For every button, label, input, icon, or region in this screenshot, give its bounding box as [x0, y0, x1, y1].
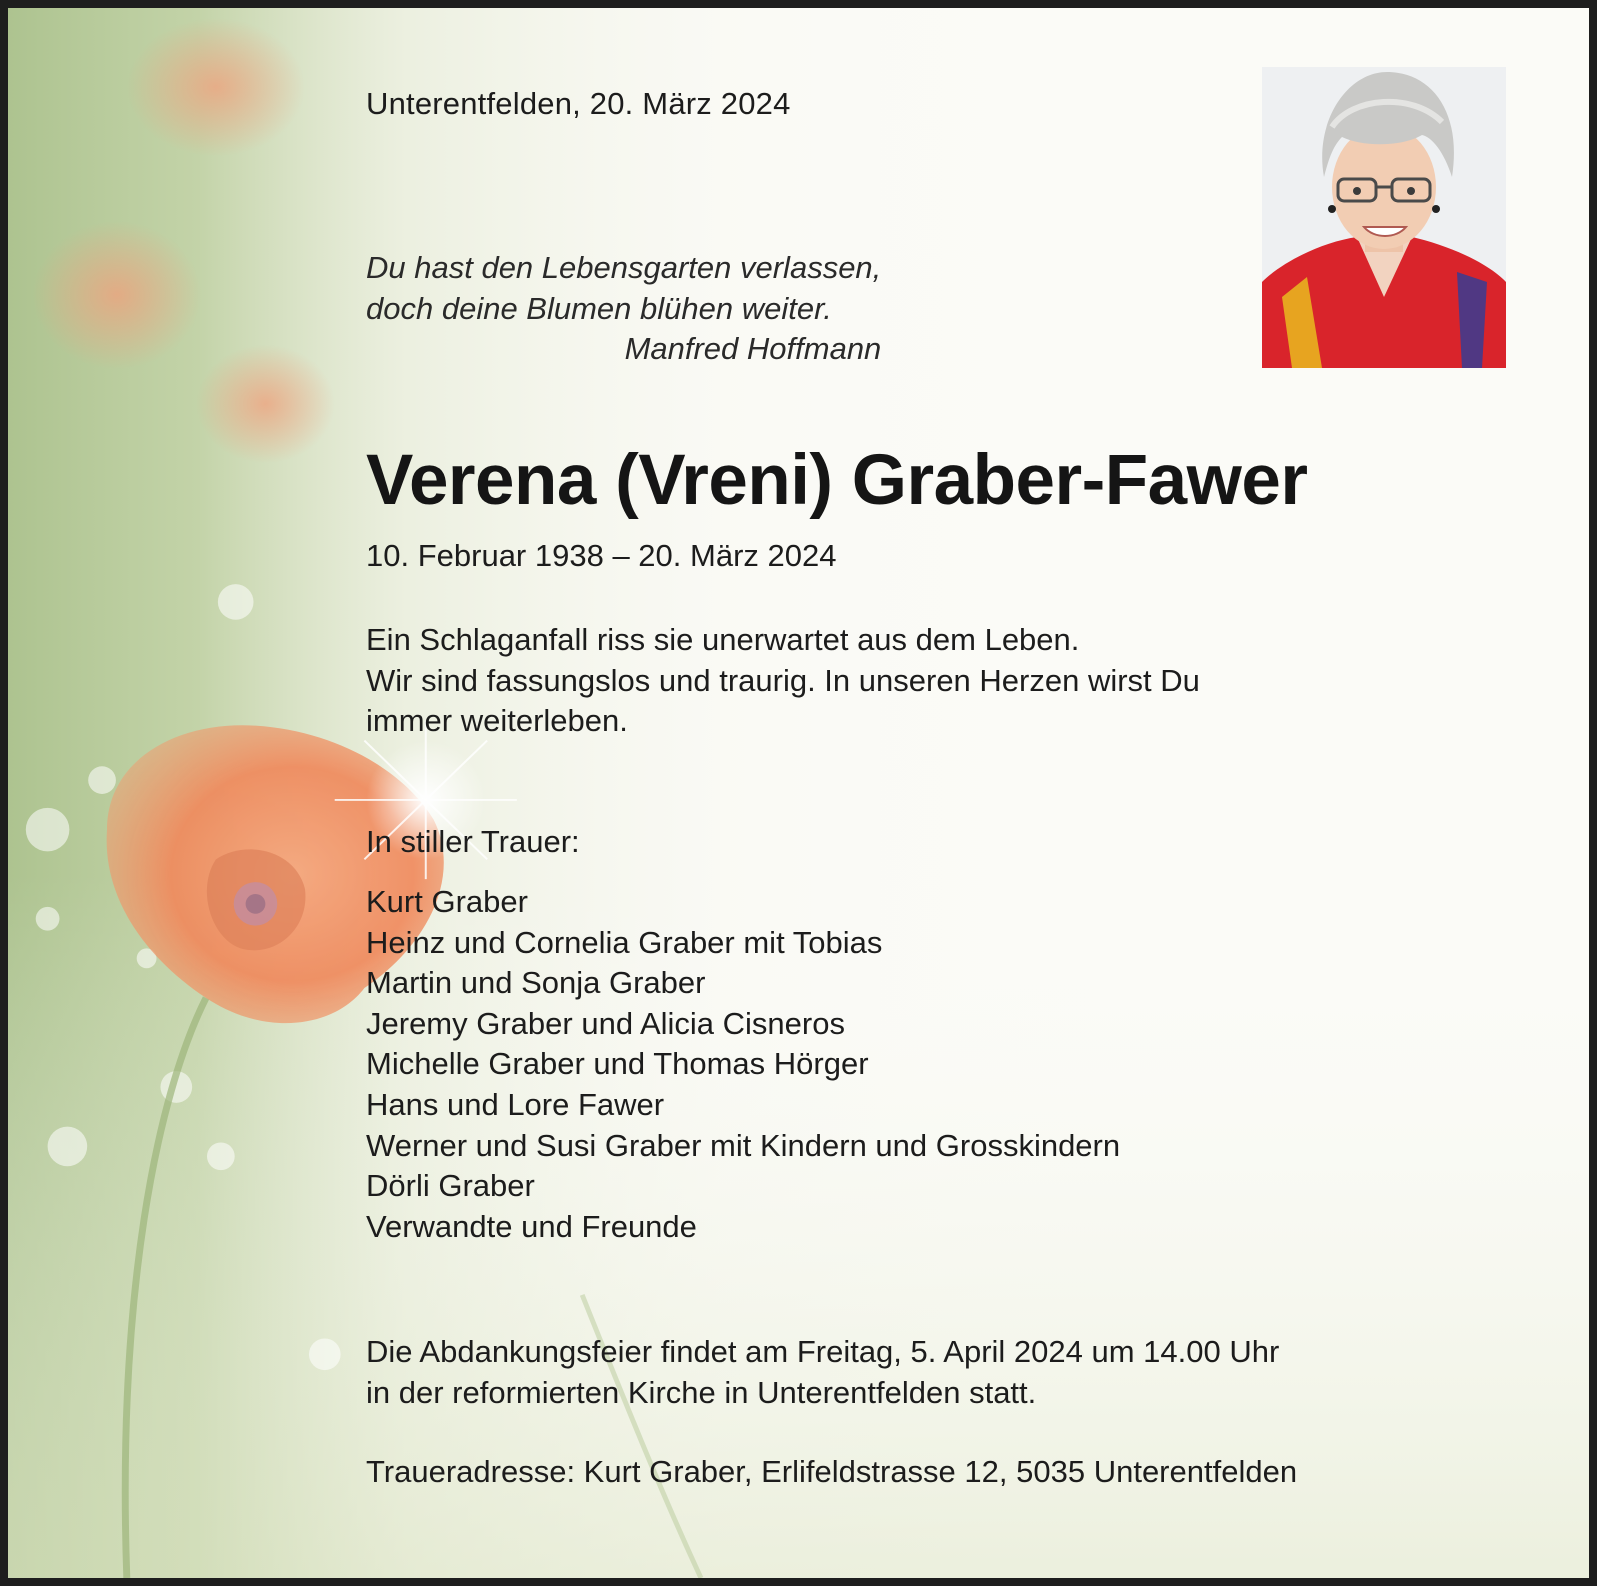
portrait-photo	[1262, 67, 1506, 368]
message	[366, 620, 1200, 742]
quote-author: Manfred Hoffmann	[624, 331, 882, 366]
family-member: Werner und Susi Graber mit Kindern und Grosskindern	[366, 1127, 1121, 1163]
message-line-3: immer weiterleben.	[366, 703, 628, 738]
family-member: Dörli Graber	[366, 1168, 535, 1204]
quote-line-2: doch deine Blumen blühen weiter.	[366, 290, 832, 326]
family-member: Kurt Graber	[366, 884, 528, 919]
family-list	[366, 882, 1120, 1247]
mourning-heading: In stiller Trauer:	[366, 824, 580, 859]
ceremony-info	[366, 1331, 1279, 1413]
family-member: Michelle Graber und Thomas Hörger	[366, 1046, 869, 1082]
ceremony-line-2: in der reformierten Kirche in Unterentfelden statt.	[366, 1375, 1037, 1410]
family-member: Martin und Sonja Graber	[366, 965, 706, 1001]
family-member: Heinz und Cornelia Graber mit Tobias	[366, 924, 883, 960]
mourning-address: Traueradresse: Kurt Graber, Erlifeldstrasse 12, 5035 Unterentfelden	[366, 1454, 1298, 1489]
message-line-1: Ein Schlaganfall riss sie unerwartet aus dem Leben.	[366, 622, 1080, 657]
place-date: Unterentfelden, 20. März 2024	[366, 86, 791, 121]
quote-line-1: Du hast den Lebensgarten verlassen,	[366, 250, 882, 285]
family-member: Verwandte und Freunde	[366, 1208, 697, 1244]
message-line-2: Wir sind fassungslos und traurig. In unseren Herzen wirst Du	[366, 662, 1200, 698]
deceased-name: Verena (Vreni) Graber-Fawer	[366, 441, 1308, 520]
family-member: Hans und Lore Fawer	[366, 1086, 665, 1122]
ceremony-line-1: Die Abdankungsfeier findet am Freitag, 5. April 2024 um 14.00 Uhr	[366, 1334, 1280, 1369]
lifespan: 10. Februar 1938 – 20. März 2024	[366, 538, 837, 573]
quote	[366, 248, 881, 370]
family-member: Jeremy Graber und Alicia Cisneros	[366, 1005, 845, 1041]
